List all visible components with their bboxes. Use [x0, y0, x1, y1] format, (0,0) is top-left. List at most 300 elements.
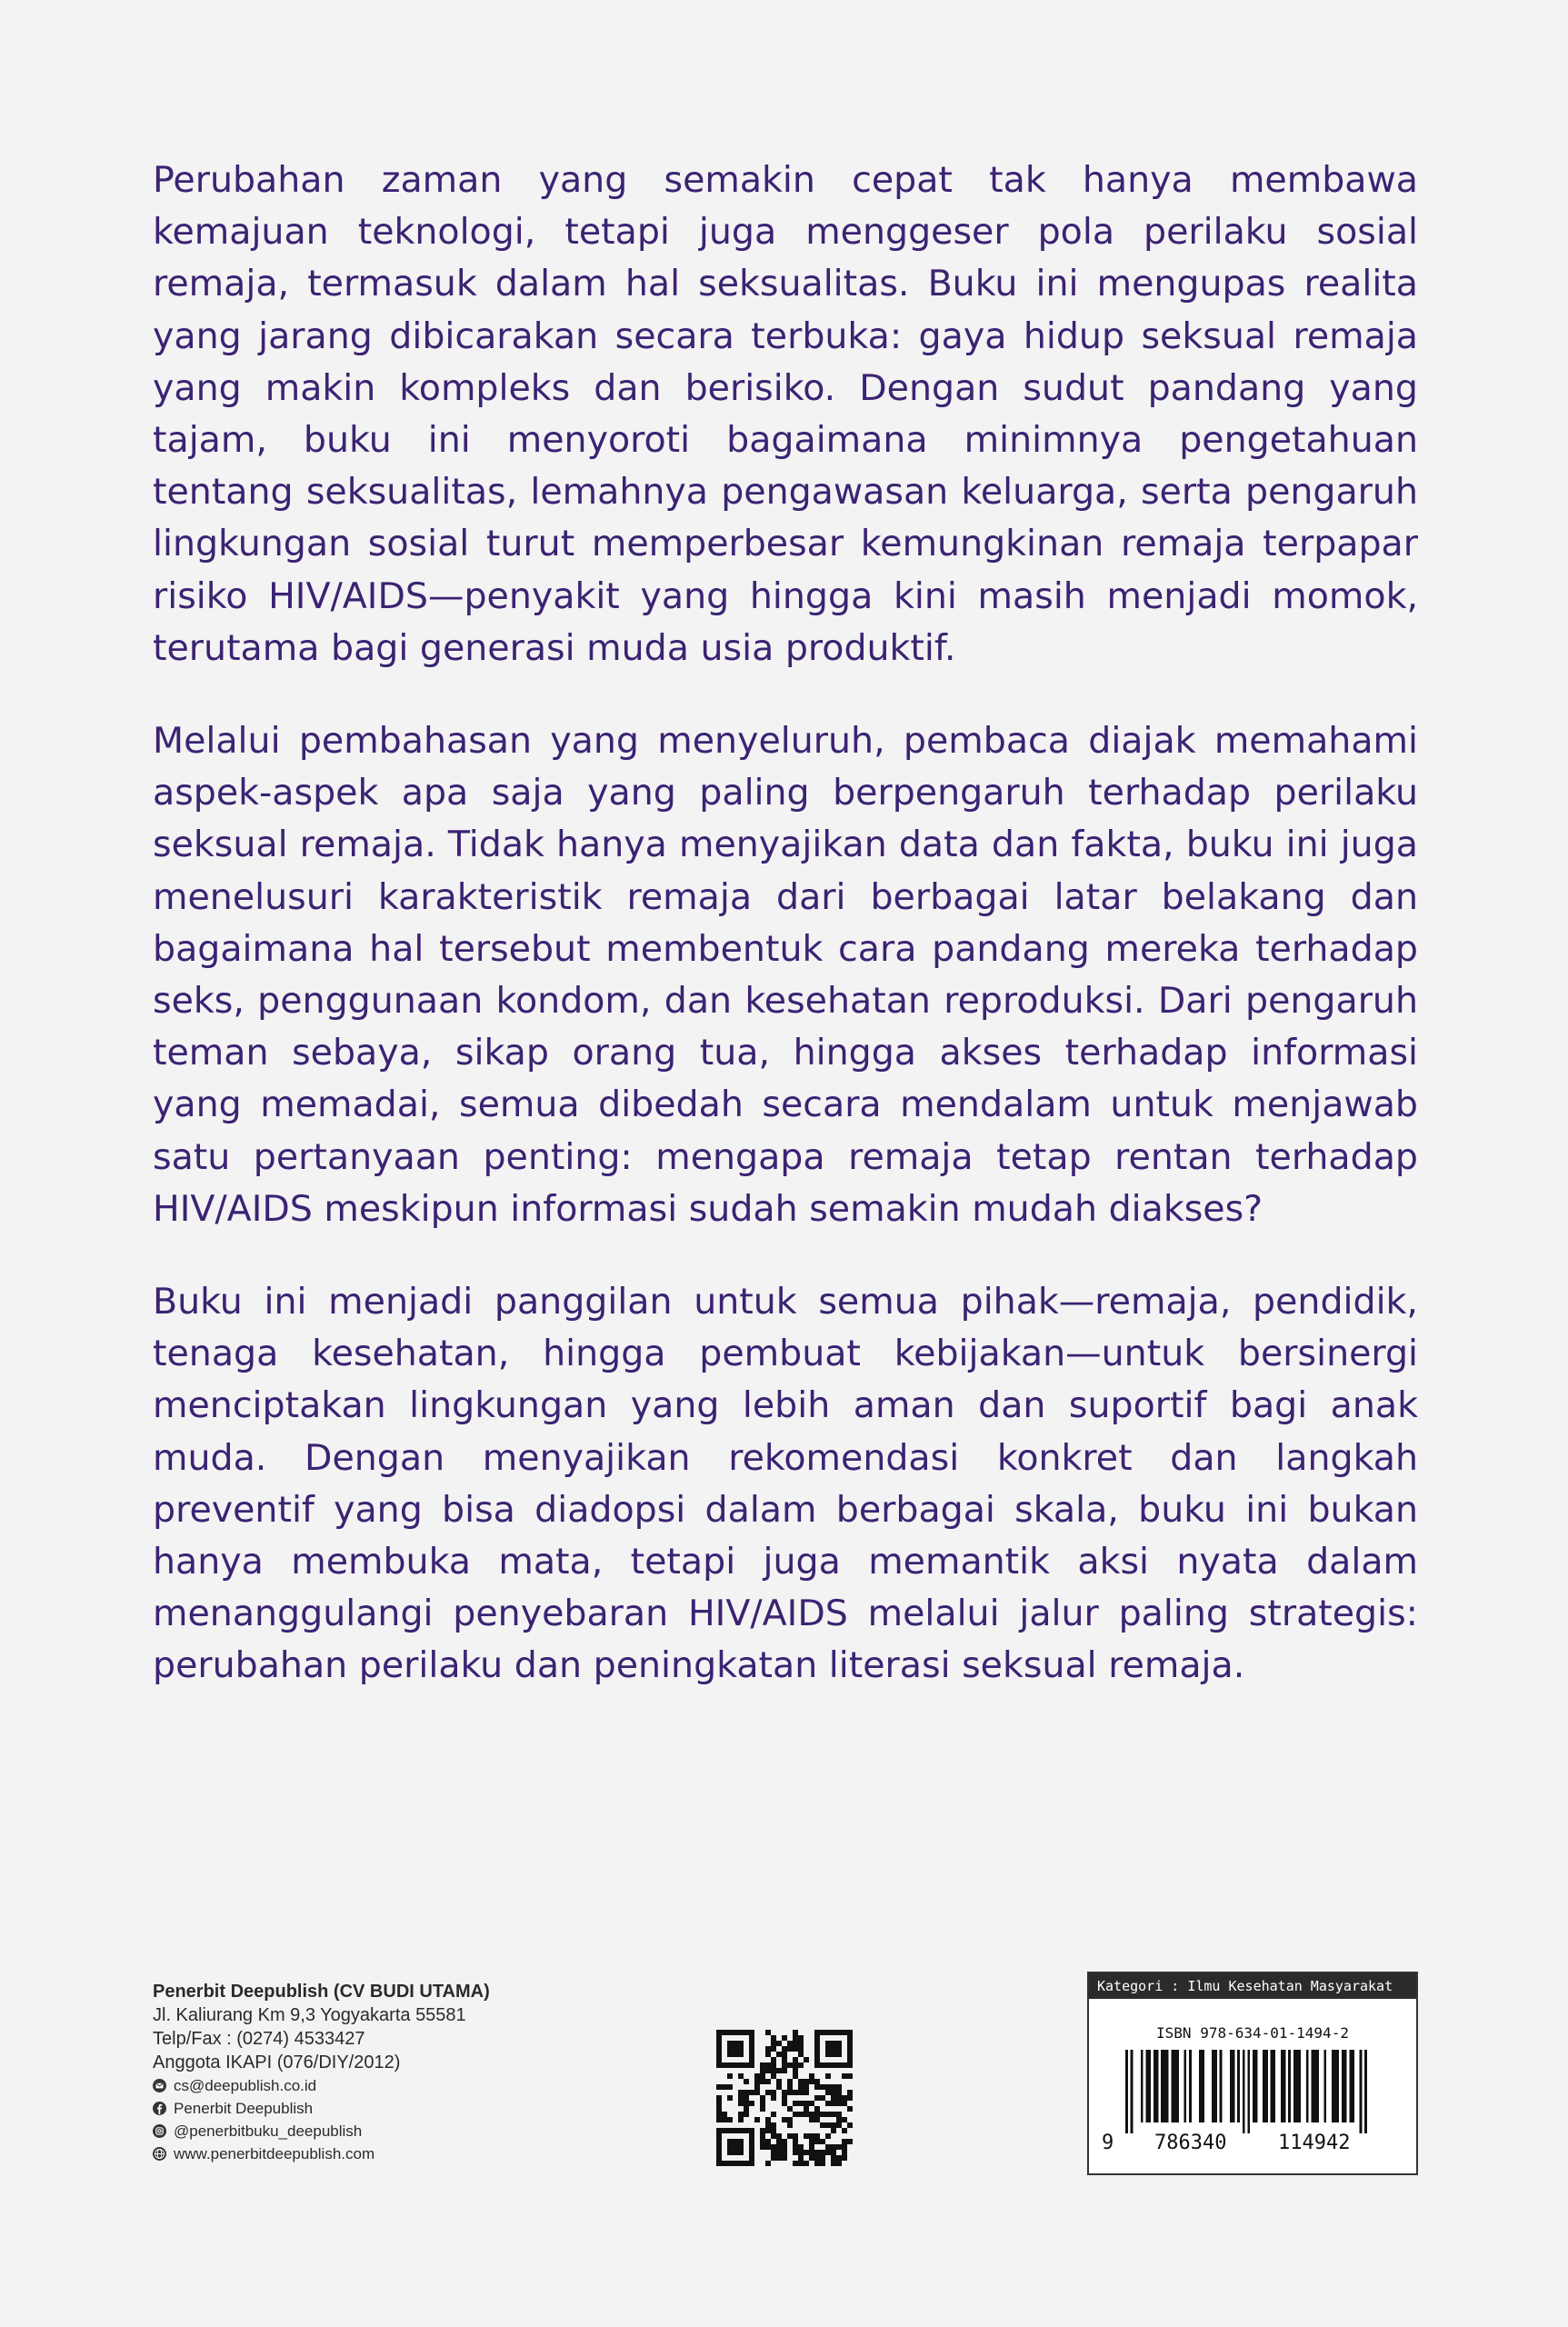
- barcode-bar: [1265, 2050, 1268, 2122]
- qr-module: [820, 2112, 825, 2117]
- email-icon: [153, 2079, 166, 2092]
- qr-module: [771, 2112, 776, 2117]
- qr-module: [727, 2095, 733, 2101]
- barcode-bar: [1281, 2050, 1283, 2122]
- qr-module: [804, 2106, 809, 2112]
- barcode-bar: [1255, 2050, 1258, 2122]
- blurb-paragraph-2: Melalui pembahasan yang menyeluruh, pembaca diajak memahami aspek-aspek apa saja yang paling berpengaruh terhadap perilaku seksual remaja. Tidak hanya menyajikan data dan fakta, buku ini juga menelusuri karakteristik remaja dari berbagai latar belakang dan bagaimana hal tersebut membentuk cara pandang mereka terhadap seks, penggunaan kondom, dan kesehatan reproduksi. Dari pengaruh teman sebaya, sikap orang tua, hingga akses terhadap informasi yang memadai, semua dibedah secara mendalam untuk menjawab satu pertanyaan penting: mengapa remaja tetap rentan terhadap HIV/AIDS meskipun informasi sudah semakin mudah diakses?: [153, 720, 1418, 1230]
- qr-module: [814, 2139, 820, 2144]
- qr-module: [744, 2112, 749, 2117]
- qr-module: [809, 2079, 814, 2084]
- website-link[interactable]: www.penerbitdeepublish.com: [174, 2145, 375, 2162]
- qr-module: [765, 2030, 771, 2035]
- qr-module: [836, 2090, 842, 2095]
- qr-module: [825, 2073, 831, 2079]
- qr-module: [809, 2144, 814, 2150]
- qr-module: [765, 2144, 771, 2150]
- barcode-bar: [1342, 2050, 1344, 2122]
- qr-module: [771, 2057, 776, 2062]
- qr-module: [842, 2150, 847, 2155]
- qr-module: [836, 2155, 842, 2161]
- barcode-bar: [1145, 2050, 1148, 2122]
- qr-module: [842, 2101, 847, 2106]
- qr-module: [722, 2117, 727, 2122]
- barcode-bar: [1364, 2050, 1367, 2133]
- facebook-link[interactable]: Penerbit Deepublish: [174, 2100, 314, 2117]
- qr-module: [842, 2128, 847, 2133]
- barcode-bar: [1237, 2050, 1240, 2122]
- barcode-bar: [1311, 2050, 1313, 2122]
- qr-module: [738, 2117, 744, 2122]
- qr-module: [787, 2122, 793, 2128]
- qr-module: [727, 2117, 733, 2122]
- qr-module: [782, 2062, 787, 2068]
- publisher-membership: Anggota IKAPI (076/DIY/2012): [153, 2052, 401, 2072]
- qr-module: [793, 2139, 798, 2144]
- qr-module: [776, 2041, 782, 2046]
- qr-module: [842, 2117, 847, 2122]
- qr-module: [782, 2035, 787, 2041]
- qr-module: [771, 2062, 776, 2068]
- qr-module: [782, 2052, 787, 2057]
- qr-module: [831, 2084, 836, 2090]
- qr-module: [814, 2095, 820, 2101]
- barcode-bar: [1171, 2050, 1174, 2122]
- qr-module: [820, 2139, 825, 2144]
- qr-module: [760, 2095, 765, 2101]
- barcode-bar: [1176, 2050, 1179, 2122]
- qr-module: [798, 2041, 804, 2046]
- qr-module: [825, 2150, 831, 2155]
- instagram-icon: [153, 2124, 166, 2138]
- qr-module: [765, 2161, 771, 2166]
- qr-module: [793, 2090, 798, 2095]
- qr-module: [771, 2046, 776, 2052]
- qr-module: [820, 2161, 825, 2166]
- qr-module: [776, 2068, 782, 2073]
- qr-module: [831, 2122, 836, 2128]
- qr-code-graphic: [716, 2030, 853, 2166]
- qr-module: [814, 2084, 820, 2090]
- barcode-bar: [1336, 2050, 1339, 2122]
- barcode-bar: [1243, 2050, 1245, 2133]
- back-cover-blurb: [153, 155, 1418, 1693]
- qr-module: [809, 2112, 814, 2117]
- qr-module: [793, 2161, 798, 2166]
- qr-module: [760, 2144, 765, 2150]
- qr-module: [798, 2155, 804, 2161]
- barcode-bar: [1199, 2050, 1202, 2122]
- qr-module: [776, 2052, 782, 2057]
- book-category: Kategori : Ilmu Kesehatan Masyarakat: [1089, 1973, 1416, 1999]
- qr-module: [738, 2073, 744, 2079]
- barcode-bar: [1288, 2050, 1291, 2122]
- qr-module: [727, 2084, 733, 2090]
- qr-module: [825, 2090, 831, 2095]
- qr-module: [847, 2073, 853, 2079]
- qr-module: [836, 2095, 842, 2101]
- facebook-icon: [153, 2102, 166, 2115]
- globe-icon: [153, 2147, 166, 2161]
- qr-module: [798, 2090, 804, 2095]
- qr-module: [760, 2128, 765, 2133]
- qr-module: [716, 2084, 722, 2090]
- qr-module: [793, 2112, 798, 2117]
- qr-module: [836, 2144, 842, 2150]
- publisher-name: Penerbit Deepublish (CV BUDI UTAMA): [153, 1982, 490, 2002]
- qr-module: [782, 2139, 787, 2144]
- qr-module: [798, 2046, 804, 2052]
- qr-module: [793, 2046, 798, 2052]
- qr-module: [809, 2150, 814, 2155]
- barcode-bar: [1164, 2050, 1166, 2122]
- instagram-link[interactable]: @penerbitbuku_deepublish: [174, 2122, 363, 2140]
- qr-module: [831, 2090, 836, 2095]
- qr-module: [809, 2101, 814, 2106]
- qr-module: [771, 2095, 776, 2101]
- barcode-bar: [1148, 2050, 1151, 2122]
- qr-module: [809, 2139, 814, 2144]
- qr-module: [760, 2073, 765, 2079]
- qr-module: [782, 2068, 787, 2073]
- qr-module: [754, 2084, 760, 2090]
- qr-module: [776, 2079, 782, 2084]
- qr-module: [798, 2150, 804, 2155]
- publisher-info: [153, 1980, 662, 2165]
- qr-module: [765, 2117, 771, 2122]
- qr-module: [738, 2101, 744, 2106]
- qr-module: [842, 2139, 847, 2144]
- contact-website: [153, 2142, 662, 2165]
- qr-module: [814, 2112, 820, 2117]
- barcode-bar: [1230, 2050, 1233, 2122]
- qr-module: [787, 2106, 793, 2112]
- qr-module: [814, 2133, 820, 2139]
- qr-module: [831, 2161, 836, 2166]
- qr-module: [760, 2106, 765, 2112]
- barcode-bar: [1323, 2050, 1326, 2122]
- blurb-paragraph-3: Buku ini menjadi panggilan untuk semua pihak—remaja, pendidik, tenaga kesehatan, hingga pembuat kebijakan—untuk bersinergi menciptakan lingkungan yang lebih aman dan suportif bagi anak muda. Dengan menyajikan rekomendasi konkret dan langkah preventif yang bisa diadopsi dalam berbagai skala, buku ini bukan hanya membuka mata, tetapi juga memantik aksi nyata dalam menanggulangi penyebaran HIV/AIDS melalui jalur paling strategis: perubahan perilaku dan peningkatan literasi seksual remaja.: [153, 1281, 1418, 1687]
- qr-module: [771, 2144, 776, 2150]
- qr-module: [787, 2090, 793, 2095]
- qr-module: [754, 2117, 760, 2122]
- qr-module: [760, 2068, 765, 2073]
- qr-module: [804, 2161, 809, 2166]
- qr-module: [722, 2112, 727, 2117]
- qr-module: [722, 2084, 727, 2090]
- qr-module: [782, 2057, 787, 2062]
- qr-module: [847, 2090, 853, 2095]
- qr-module: [825, 2084, 831, 2090]
- qr-module: [820, 2150, 825, 2155]
- qr-module: [782, 2046, 787, 2052]
- barcode-bar: [1154, 2050, 1156, 2122]
- qr-module: [749, 2090, 754, 2095]
- barcode-bar: [1156, 2050, 1159, 2122]
- qr-module: [793, 2144, 798, 2150]
- qr-module: [798, 2084, 804, 2090]
- qr-module: [798, 2052, 804, 2057]
- qr-module: [738, 2112, 744, 2117]
- qr-module: [782, 2101, 787, 2106]
- qr-module: [782, 2095, 787, 2101]
- email-link[interactable]: cs@deepublish.co.id: [174, 2077, 317, 2094]
- barcode-bar: [1220, 2050, 1223, 2122]
- qr-module: [820, 2122, 825, 2128]
- qr-module: [760, 2079, 765, 2084]
- qr-module: [814, 2155, 820, 2161]
- qr-module: [754, 2079, 760, 2084]
- qr-module: [836, 2161, 842, 2166]
- qr-module: [765, 2128, 771, 2133]
- qr-module: [716, 2095, 722, 2101]
- qr-module: [716, 2106, 722, 2112]
- qr-module: [765, 2079, 771, 2084]
- barcode-bar: [1183, 2050, 1186, 2122]
- qr-module: [771, 2122, 776, 2128]
- barcode-bar: [1334, 2050, 1337, 2122]
- qr-module: [782, 2144, 787, 2150]
- qr-module: [771, 2128, 776, 2133]
- barcode-bar: [1189, 2050, 1192, 2122]
- contact-facebook: [153, 2097, 662, 2120]
- qr-module: [782, 2090, 787, 2095]
- qr-module: [831, 2128, 836, 2133]
- barcode-bar: [1298, 2050, 1301, 2122]
- qr-module: [716, 2117, 722, 2122]
- qr-module: [787, 2041, 793, 2046]
- qr-module: [787, 2062, 793, 2068]
- qr-module: [776, 2150, 782, 2155]
- barcode-bar: [1360, 2050, 1363, 2133]
- qr-module: [814, 2106, 820, 2112]
- publisher-address: Jl. Kaliurang Km 9,3 Yogyakarta 55581: [153, 2005, 466, 2025]
- qr-module: [804, 2090, 809, 2095]
- qr-module: [798, 2079, 804, 2084]
- qr-module: [814, 2117, 820, 2122]
- barcode-bar: [1166, 2050, 1169, 2122]
- barcode-bar: [1131, 2050, 1134, 2133]
- barcode-bar: [1212, 2050, 1214, 2122]
- qr-module: [793, 2133, 798, 2139]
- barcode-bar: [1141, 2050, 1144, 2122]
- qr-module: [760, 2101, 765, 2106]
- qr-module: [798, 2101, 804, 2106]
- qr-module: [814, 2079, 820, 2084]
- barcode-bar: [1344, 2050, 1347, 2122]
- qr-module: [793, 2030, 798, 2035]
- qr-module: [765, 2068, 771, 2073]
- qr-module: [776, 2144, 782, 2150]
- barcode-bar: [1271, 2050, 1273, 2122]
- qr-module: [798, 2144, 804, 2150]
- qr-module: [744, 2090, 749, 2095]
- qr-module: [793, 2150, 798, 2155]
- qr-module: [804, 2112, 809, 2117]
- qr-module: [771, 2041, 776, 2046]
- barcode-bar: [1332, 2050, 1334, 2122]
- qr-module: [744, 2101, 749, 2106]
- qr-module: [760, 2062, 765, 2068]
- barcode-bar: [1316, 2050, 1319, 2122]
- qr-module: [782, 2117, 787, 2122]
- qr-module: [776, 2133, 782, 2139]
- barcode-digits-left: 786340: [1154, 2132, 1227, 2154]
- qr-module: [804, 2057, 809, 2062]
- qr-module: [793, 2068, 798, 2073]
- qr-module: [765, 2052, 771, 2057]
- qr-module: [765, 2090, 771, 2095]
- barcode-bars: [1089, 1973, 1416, 2173]
- qr-module: [798, 2161, 804, 2166]
- barcode-bar: [1293, 2050, 1296, 2122]
- qr-module: [793, 2035, 798, 2041]
- qr-module: [804, 2150, 809, 2155]
- qr-module: [820, 2095, 825, 2101]
- barcode-bar: [1253, 2050, 1255, 2122]
- qr-module: [847, 2095, 853, 2101]
- barcode-bar: [1247, 2050, 1250, 2133]
- qr-module: [744, 2095, 749, 2101]
- qr-module: [847, 2139, 853, 2144]
- qr-module: [825, 2144, 831, 2150]
- qr-module: [836, 2122, 842, 2128]
- barcode-bar: [1273, 2050, 1275, 2122]
- qr-module: [842, 2073, 847, 2079]
- qr-module: [765, 2062, 771, 2068]
- qr-module: [765, 2139, 771, 2144]
- qr-module: [716, 2101, 722, 2106]
- qr-module: [809, 2073, 814, 2079]
- qr-module: [825, 2133, 831, 2139]
- qr-module: [831, 2101, 836, 2106]
- qr-module: [804, 2133, 809, 2139]
- qr-module: [754, 2090, 760, 2095]
- barcode-bar: [1306, 2050, 1309, 2122]
- qr-module: [787, 2079, 793, 2084]
- publisher-phone: Telp/Fax : (0274) 4533427: [153, 2029, 365, 2049]
- qr-module: [771, 2150, 776, 2155]
- contact-instagram: [153, 2120, 662, 2142]
- qr-module: [776, 2139, 782, 2144]
- qr-module: [831, 2155, 836, 2161]
- qr-module: [749, 2101, 754, 2106]
- qr-module: [793, 2073, 798, 2079]
- qr-module: [804, 2079, 809, 2084]
- qr-module: [754, 2073, 760, 2079]
- qr-module: [765, 2122, 771, 2128]
- qr-module: [820, 2155, 825, 2161]
- qr-module: [825, 2101, 831, 2106]
- qr-module: [793, 2057, 798, 2062]
- qr-module: [793, 2041, 798, 2046]
- barcode-bar: [1349, 2050, 1352, 2122]
- qr-module: [836, 2117, 842, 2122]
- qr-module: [814, 2150, 820, 2155]
- qr-module: [842, 2155, 847, 2161]
- qr-module: [842, 2144, 847, 2150]
- barcode-bar: [1202, 2050, 1204, 2122]
- qr-module: [831, 2144, 836, 2150]
- qr-module: [771, 2133, 776, 2139]
- qr-module: [825, 2112, 831, 2117]
- qr-module: [804, 2101, 809, 2106]
- barcode-bar: [1174, 2050, 1176, 2122]
- barcode-digits-right: 114942: [1278, 2132, 1351, 2154]
- qr-module: [727, 2073, 733, 2079]
- qr-module: [765, 2046, 771, 2052]
- qr-module: [771, 2068, 776, 2073]
- qr-module: [836, 2084, 842, 2090]
- qr-module: [820, 2084, 825, 2090]
- qr-module: [716, 2112, 722, 2117]
- qr-code[interactable]: [716, 2030, 853, 2166]
- qr-module: [782, 2155, 787, 2161]
- barcode-bar: [1214, 2050, 1217, 2122]
- qr-module: [782, 2150, 787, 2155]
- isbn-barcode-box: [1087, 1972, 1418, 2175]
- qr-module: [787, 2133, 793, 2139]
- qr-module: [804, 2084, 809, 2090]
- qr-module: [798, 2062, 804, 2068]
- qr-module: [842, 2095, 847, 2101]
- qr-module: [771, 2073, 776, 2079]
- barcode-bar: [1296, 2050, 1299, 2122]
- qr-module: [771, 2090, 776, 2095]
- qr-module: [836, 2112, 842, 2117]
- qr-module: [787, 2046, 793, 2052]
- qr-module: [744, 2106, 749, 2112]
- barcode-bar: [1283, 2050, 1286, 2122]
- qr-module: [776, 2155, 782, 2161]
- qr-module: [744, 2079, 749, 2084]
- barcode-bar: [1161, 2050, 1164, 2122]
- qr-module: [809, 2117, 814, 2122]
- qr-module: [771, 2035, 776, 2041]
- barcode-bar: [1313, 2050, 1316, 2122]
- qr-module: [771, 2155, 776, 2161]
- qr-module: [793, 2101, 798, 2106]
- qr-module: [831, 2150, 836, 2155]
- qr-module: [847, 2122, 853, 2128]
- isbn-number: ISBN 978-634-01-1494-2: [1156, 2024, 1349, 2042]
- qr-module: [760, 2139, 765, 2144]
- qr-module: [776, 2084, 782, 2090]
- qr-module: [787, 2084, 793, 2090]
- qr-module: [738, 2095, 744, 2101]
- contact-email: [153, 2074, 662, 2097]
- qr-module: [798, 2035, 804, 2041]
- qr-module: [760, 2133, 765, 2139]
- qr-module: [809, 2155, 814, 2161]
- qr-module: [825, 2122, 831, 2128]
- blurb-paragraph-1: Perubahan zaman yang semakin cepat tak hanya membawa kemajuan teknologi, tetapi juga menggeser pola perilaku sosial remaja, termasuk dalam hal seksualitas. Buku ini mengupas realita yang jarang dibicarakan secara terbuka: gaya hidup seksual remaja yang makin kompleks dan berisiko. Dengan sudut pandang yang tajam, buku ini menyoroti bagaimana minimnya pengetahuan tentang seksualitas, lemahnya pengawasan keluarga, serta pengaruh lingkungan sosial turut memperbesar kemungkinan remaja terpapar risiko HIV/AIDS—penyakit yang hingga kini masih menjadi momok, terutama bagi generasi muda usia produktif.: [153, 159, 1418, 669]
- qr-module: [814, 2161, 820, 2166]
- qr-module: [809, 2133, 814, 2139]
- qr-module: [738, 2090, 744, 2095]
- barcode-bar: [1233, 2050, 1235, 2122]
- qr-module: [831, 2112, 836, 2117]
- barcode-bar: [1125, 2050, 1128, 2133]
- qr-module: [836, 2101, 842, 2106]
- barcode-bar: [1263, 2050, 1265, 2122]
- qr-module: [793, 2062, 798, 2068]
- qr-module: [787, 2117, 793, 2122]
- barcode-digit-lead: 9: [1102, 2132, 1114, 2154]
- qr-module: [847, 2106, 853, 2112]
- barcode-bar: [1352, 2050, 1354, 2122]
- qr-module: [831, 2095, 836, 2101]
